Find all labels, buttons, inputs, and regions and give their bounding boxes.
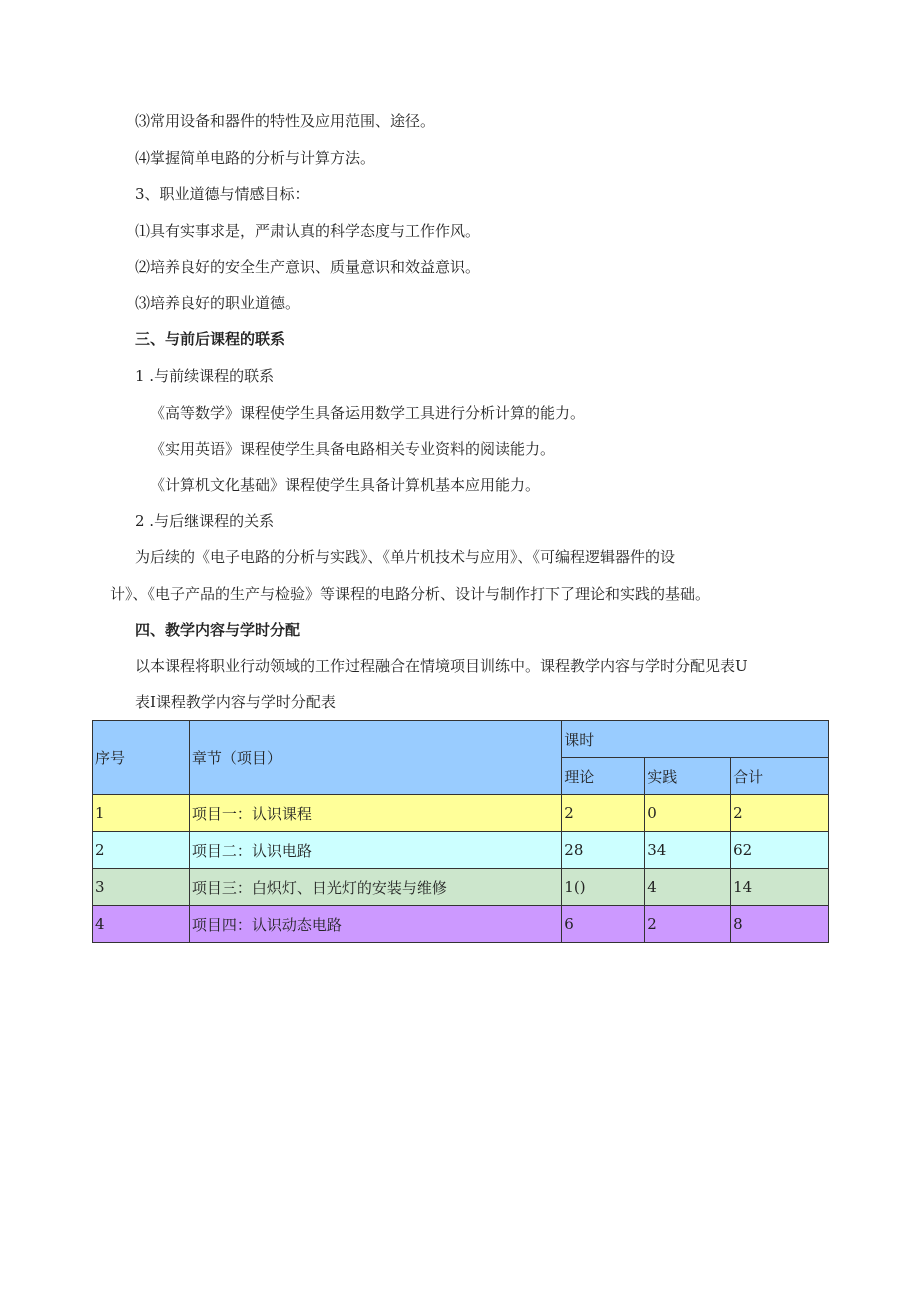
objective-3: ⑶常用设备和器件的特性及应用范围、途径。 (135, 112, 436, 130)
section-heading-relations: 三、与前后课程的联系 (135, 330, 286, 348)
row-theory: 2 (562, 795, 645, 832)
table-row (93, 832, 829, 869)
table-row (93, 869, 829, 906)
ethics-3: ⑶培养良好的职业道德。 (135, 294, 301, 312)
row-total: 8 (731, 906, 829, 943)
later-courses-line-2: 计》、《电子产品的生产与检验》等课程的电路分析、设计与制作打下了理论和实践的基础。 (110, 585, 711, 603)
header-theory: 理论 (562, 758, 645, 795)
row-index: 4 (93, 906, 190, 943)
ethics-2: ⑵培养良好的安全生产意识、质量意识和效益意识。 (135, 258, 481, 276)
subheading-ethics: 3、职业道德与情感目标： (135, 185, 310, 203)
row-chapter: 项目三：白炽灯、日光灯的安装与维修 (189, 869, 561, 906)
prior-course-computer: 《计算机文化基础》课程使学生具备计算机基本应用能力。 (150, 476, 541, 494)
subheading-prior-courses: 1 .与前续课程的联系 (135, 367, 275, 385)
objective-4: ⑷掌握简单电路的分析与计算方法。 (135, 149, 376, 167)
table-caption: 表I课程教学内容与学时分配表 (135, 693, 336, 711)
subheading-later-courses: 2 .与后继课程的关系 (135, 512, 275, 530)
header-total: 合计 (731, 758, 829, 795)
row-total: 62 (731, 832, 829, 869)
section-heading-content: 四、教学内容与学时分配 (135, 621, 301, 639)
row-practice: 0 (645, 795, 731, 832)
row-index: 2 (93, 832, 190, 869)
hours-table (92, 720, 829, 943)
table-row (93, 906, 829, 943)
later-courses-line-1: 为后续的《电子电路的分析与实践》、《单片机技术与应用》、《可编程逻辑器件的设 (135, 548, 676, 566)
row-theory: 6 (562, 906, 645, 943)
row-practice: 2 (645, 906, 731, 943)
row-total: 2 (731, 795, 829, 832)
header-hours: 课时 (562, 721, 829, 758)
prior-course-math: 《高等数学》课程使学生具备运用数学工具进行分析计算的能力。 (150, 404, 586, 422)
header-index: 序号 (93, 721, 190, 795)
row-chapter: 项目四：认识动态电路 (189, 906, 561, 943)
row-theory: 28 (562, 832, 645, 869)
row-practice: 34 (645, 832, 731, 869)
row-index: 1 (93, 795, 190, 832)
prior-course-english: 《实用英语》课程使学生具备电路相关专业资料的阅读能力。 (150, 440, 556, 458)
content-intro: 以本课程将职业行动领域的工作过程融合在情境项目训练中。课程教学内容与学时分配见表U (135, 657, 748, 675)
ethics-1: ⑴具有实事求是，严肃认真的科学态度与工作作风。 (135, 222, 481, 240)
row-practice: 4 (645, 869, 731, 906)
row-total: 14 (731, 869, 829, 906)
header-chapter: 章节（项目） (189, 721, 561, 795)
table-header-row (93, 721, 829, 758)
row-theory: 1() (562, 869, 645, 906)
row-index: 3 (93, 869, 190, 906)
header-practice: 实践 (645, 758, 731, 795)
row-chapter: 项目二：认识电路 (189, 832, 561, 869)
table-row (93, 795, 829, 832)
row-chapter: 项目一：认识课程 (189, 795, 561, 832)
